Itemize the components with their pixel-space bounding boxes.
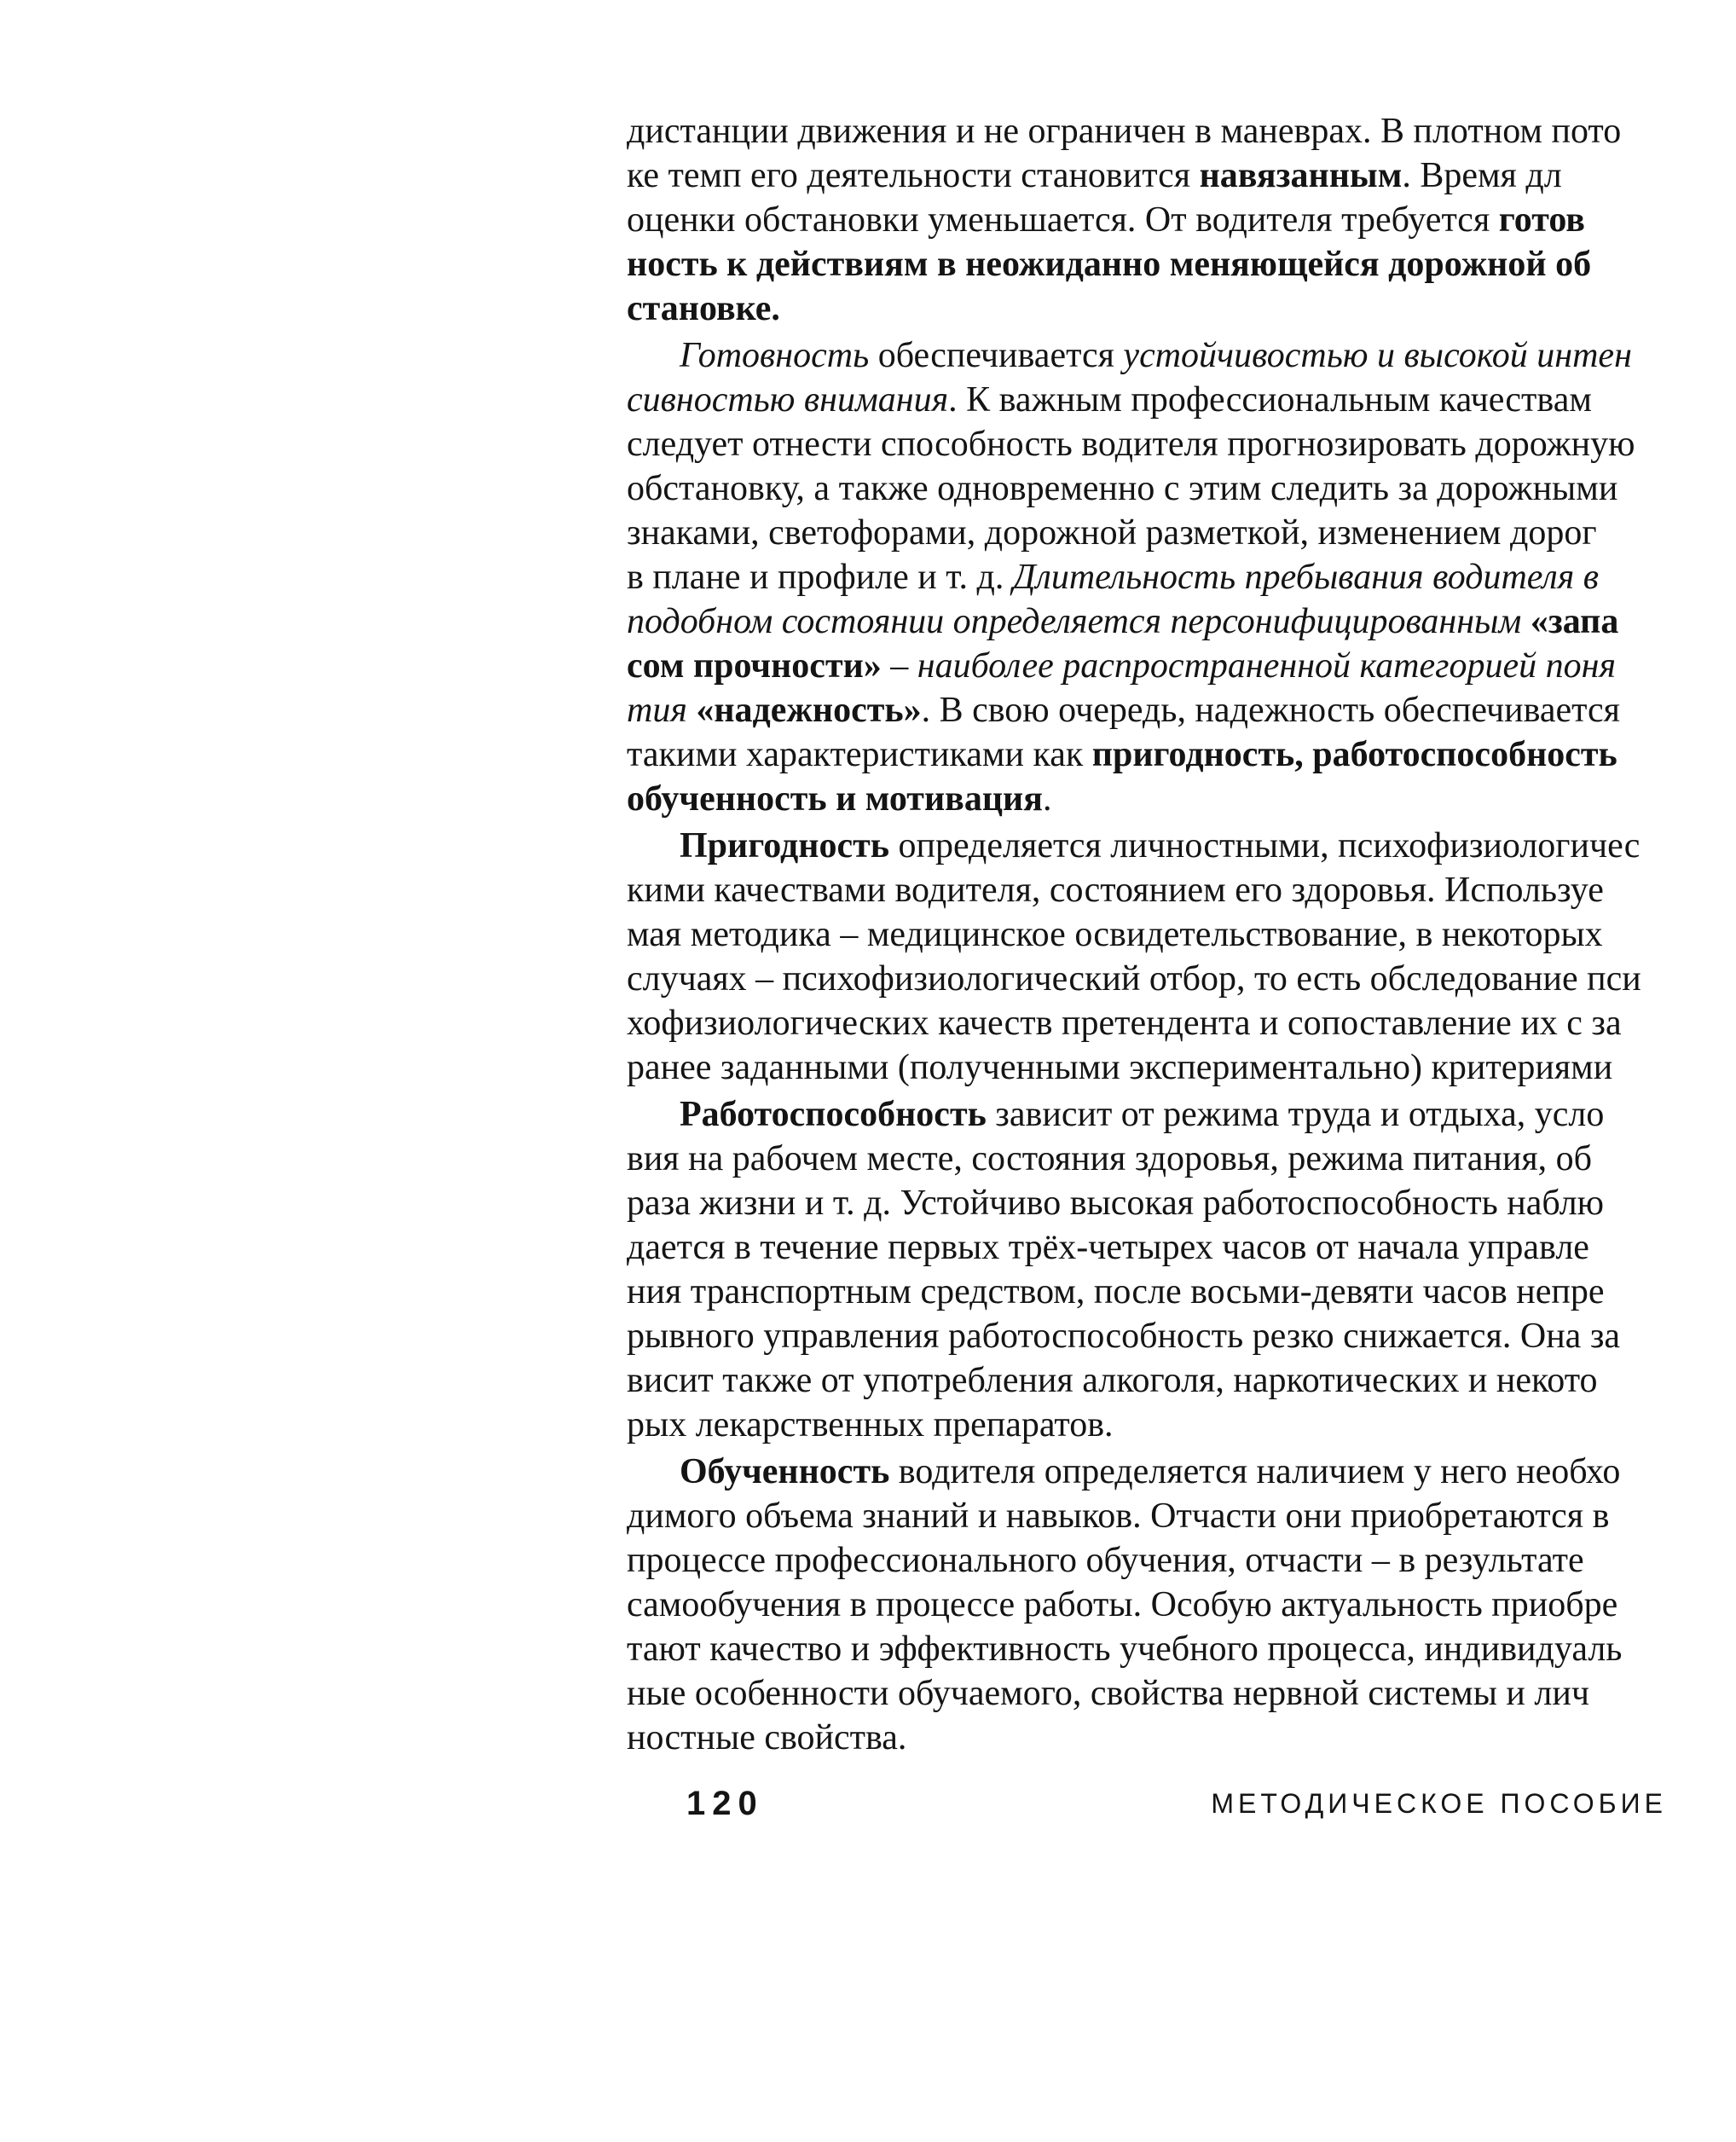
text-line: [627, 1671, 1589, 1716]
bold-text: Работоспособность: [680, 1095, 987, 1134]
text-run: –: [881, 646, 917, 686]
text-run: знаками, светофорами, дорожной разметкой, изменением дорог: [627, 513, 1597, 553]
text-line: [627, 1225, 1589, 1270]
bold-text: становке.: [627, 289, 780, 328]
text-line: [627, 1001, 1622, 1045]
text-run: ностные свойства.: [627, 1718, 907, 1757]
text-run: случаях – психофизиологический отбор, то есть обследование пси: [627, 959, 1641, 999]
bold-text: ность к действиям в неожиданно меняющейся дорожной об: [627, 245, 1592, 284]
text-run: зависит от режима труда и отдыха, усло: [986, 1095, 1605, 1134]
bold-text: Обученность: [680, 1452, 890, 1491]
text-run: кими качествами водителя, состоянием его здоровья. Используе: [627, 871, 1604, 910]
text-run: тают качество и эффективность учебного процесса, индивидуаль: [627, 1630, 1623, 1669]
bold-text: Пригодность: [680, 826, 889, 865]
bold-text: сом прочности»: [627, 646, 882, 686]
bold-text: пригодность, работоспособность: [1091, 735, 1617, 774]
text-run: . К важным профессиональным качествам: [948, 380, 1592, 420]
text-run: димого объема знаний и навыков. Отчасти они приобретаются в: [627, 1497, 1610, 1536]
text-run: раза жизни и т. д. Устойчиво высокая работоспособность наблю: [627, 1184, 1605, 1223]
text-run: . Время дл: [1402, 156, 1562, 195]
text-run: ные особенности обучаемого, свойства нервной системы и лич: [627, 1674, 1589, 1713]
text-run: ранее заданными (полученными экспериментально) критериями: [627, 1048, 1613, 1087]
text-run: . В свою очередь, надежность обеспечивается: [921, 691, 1620, 730]
text-run: ния транспортным средством, после восьми-девяти часов непре: [627, 1272, 1605, 1311]
text-line: [627, 912, 1603, 957]
text-line: [627, 1538, 1584, 1583]
text-line: [627, 644, 1616, 688]
text-line: [627, 688, 1620, 732]
text-run: рывного управления работоспособность резко снижается. Она за: [627, 1317, 1621, 1356]
text-line: [627, 287, 780, 331]
italic-text: наиболее распространенной категорией поня: [917, 646, 1617, 686]
text-line: [627, 599, 1618, 644]
text-line: [627, 109, 1621, 153]
text-line: [627, 511, 1597, 555]
text-line: [680, 824, 1640, 868]
text-run: оценки обстановки уменьшается. От водителя требуется: [627, 200, 1499, 240]
text-line: [627, 1045, 1612, 1090]
italic-text: Длительность пребывания водителя в: [1012, 558, 1599, 597]
text-line: [627, 555, 1599, 599]
text-run: рых лекарственных препаратов.: [627, 1405, 1114, 1444]
running-title: МЕТОДИЧЕСКОЕ ПОСОБИЕ: [1211, 1788, 1667, 1819]
text-line: [627, 732, 1617, 777]
text-line: [627, 1494, 1609, 1538]
text-run: процессе профессионального обучения, отчасти – в результате: [627, 1541, 1584, 1580]
text-line: [627, 1583, 1617, 1627]
text-line: [680, 1450, 1620, 1494]
text-line: [627, 198, 1585, 242]
italic-text: тия: [627, 691, 687, 730]
page-number: 120: [686, 1785, 764, 1822]
italic-text: подобном состоянии определяется персонифицированным: [627, 602, 1531, 641]
text-run: дается в течение первых трёх-четырех часов от начала управле: [627, 1228, 1589, 1267]
text-line: [627, 777, 1051, 821]
text-line: [627, 1137, 1592, 1181]
text-run: водителя определяется наличием у него необхо: [889, 1452, 1621, 1491]
text-run: вия на рабочем месте, состояния здоровья, режима питания, об: [627, 1139, 1593, 1178]
text-run: .: [1042, 779, 1052, 819]
text-run: определяется личностными, психофизиологичес: [888, 826, 1641, 865]
text-line: [680, 333, 1632, 378]
text-run: следует отнести способность водителя прогнозировать дорожную: [627, 425, 1635, 464]
text-run: самообучения в процессе работы. Особую актуальность приобре: [627, 1585, 1618, 1624]
bold-text: готов: [1498, 200, 1585, 240]
text-line: [627, 242, 1591, 287]
text-run: такими характеристиками как: [627, 735, 1092, 774]
italic-text: устойчивостью и высокой интен: [1123, 336, 1632, 375]
text-line: [627, 1403, 1114, 1447]
text-line: [627, 1716, 906, 1760]
text-line: [627, 378, 1592, 422]
bold-text: навязанным: [1199, 156, 1403, 195]
text-run: обеспечивается: [869, 336, 1124, 375]
italic-text: сивностью внимания: [627, 380, 949, 420]
text-line: [627, 1270, 1604, 1314]
text-line: [627, 422, 1635, 466]
text-run: хофизиологических качеств претендента и сопоставление их с за: [627, 1004, 1622, 1043]
text-line: [627, 1627, 1622, 1671]
text-run: висит также от употребления алкоголя, наркотических и некото: [627, 1361, 1598, 1400]
page-footer: [686, 1778, 1667, 1829]
text-line: [627, 153, 1562, 198]
text-line: [627, 868, 1604, 912]
text-line: [627, 466, 1617, 511]
bold-text: «запа: [1530, 602, 1619, 641]
italic-text: Готовность: [680, 336, 870, 375]
text-line: [627, 1181, 1604, 1225]
text-run: в плане и профиле и т. д.: [627, 558, 1013, 597]
text-run: ке темп его деятельности становится: [627, 156, 1200, 195]
text-line: [627, 1314, 1620, 1358]
text-line: [627, 957, 1641, 1001]
text-run: мая методика – медицинское освидетельствование, в некоторых: [627, 915, 1603, 954]
bold-text: обученность и мотивация: [627, 779, 1043, 819]
bold-text: «надежность»: [696, 691, 922, 730]
text-line: [680, 1092, 1604, 1137]
text-line: [627, 1358, 1598, 1403]
text-run: [687, 691, 697, 730]
text-run: дистанции движения и не ограничен в маневрах. В плотном пото: [627, 112, 1622, 151]
text-run: обстановку, а также одновременно с этим следить за дорожными: [627, 469, 1618, 508]
